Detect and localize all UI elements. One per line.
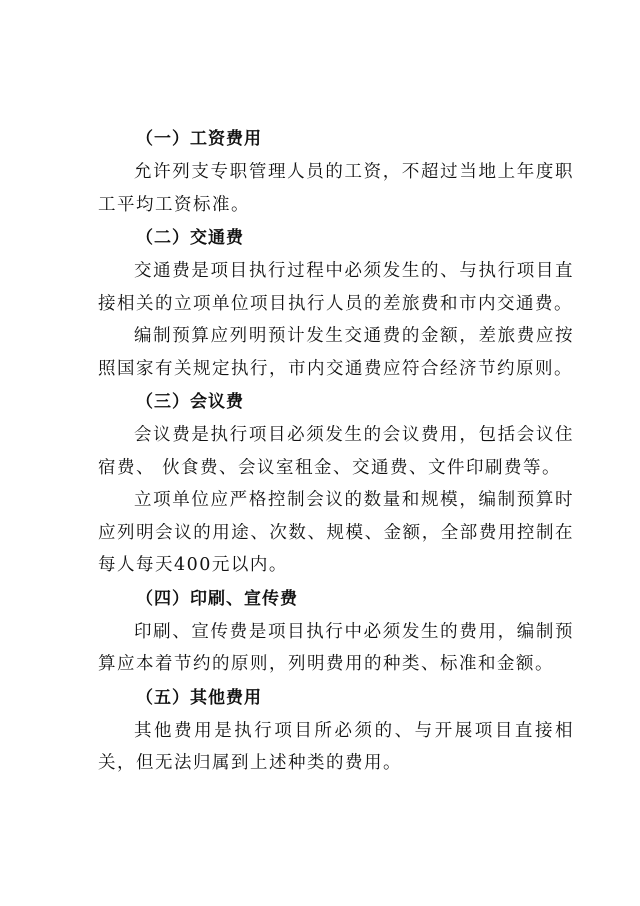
section-other: [98, 681, 574, 780]
section-heading: （五）其他费用: [136, 687, 262, 708]
section-paragraph: 交通费是项目执行过程中必须发生的、与执行项目直接相关的立项单位项目执行人员的差旅费和市内交通费。: [98, 261, 574, 314]
section-paragraph: 立项单位应严格控制会议的数量和规模，编制预算时应列明会议的用途、次数、规模、金额，全部费用控制在每人每天400元以内。: [98, 490, 574, 575]
section-paragraph: 允许列支专职管理人员的工资，不超过当地上年度职工平均工资标准。: [98, 162, 574, 215]
document-body: [98, 122, 574, 780]
section-paragraph: 印刷、宣传费是项目执行中必须发生的费用，编制预算应本着节约的原则，列明费用的种类、标准和金额。: [98, 621, 574, 674]
section-wages: [98, 122, 574, 221]
section-paragraph: 其他费用是执行项目所必须的、与开展项目直接相关，但无法归属到上述种类的费用。: [98, 720, 574, 773]
section-meeting: [98, 385, 574, 582]
section-heading: （四）印刷、宣传费: [136, 588, 298, 609]
section-paragraph: 会议费是执行项目必须发生的会议费用，包括会议住宿费、 伙食费、会议室租金、交通费、文件印刷费等。: [98, 425, 574, 478]
section-printing: [98, 582, 574, 681]
section-heading: （二）交通费: [136, 228, 244, 248]
section-paragraph: 编制预算应列明预计发生交通费的金额，差旅费应按照国家有关规定执行，市内交通费应符合经济节约原则。: [98, 326, 574, 379]
section-heading: （一）工资费用: [136, 129, 262, 149]
section-transport: [98, 221, 574, 385]
section-heading: （三）会议费: [136, 392, 244, 412]
